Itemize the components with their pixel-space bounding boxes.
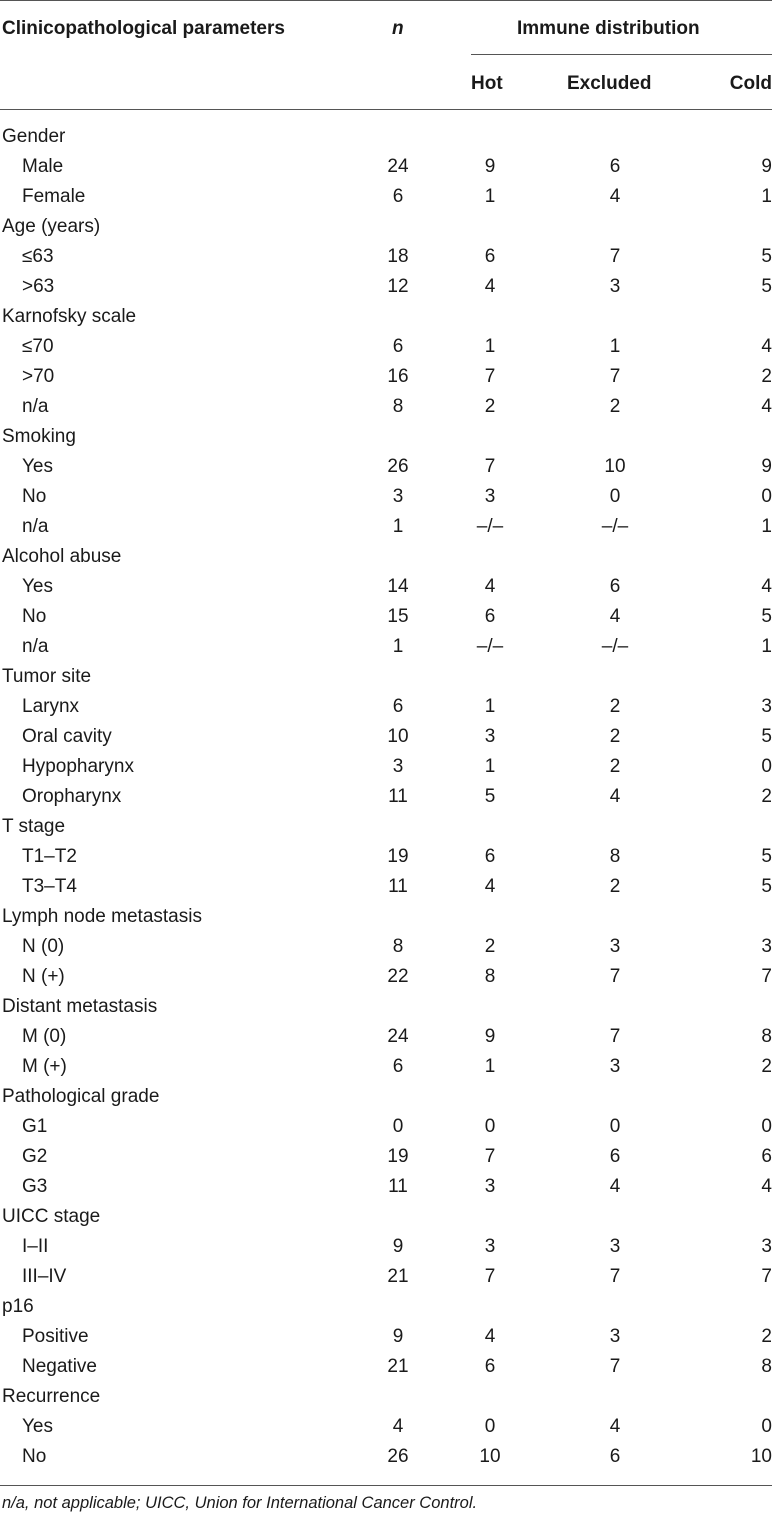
cell-n: 15 (387, 606, 409, 627)
table-row (0, 452, 772, 482)
cell-excluded: 7 (609, 246, 621, 267)
category-row (0, 992, 772, 1022)
cell-n: 26 (387, 1446, 409, 1467)
header-parameters: Clinicopathological parameters (2, 18, 285, 39)
category-label: T stage (2, 816, 66, 837)
category-label: Alcohol abuse (2, 546, 122, 567)
cell-excluded: 4 (609, 186, 621, 207)
category-row (0, 422, 772, 452)
cell-excluded: 7 (609, 966, 621, 987)
cell-n: 16 (387, 366, 409, 387)
cell-hot: 3 (484, 1236, 496, 1257)
table-row (0, 962, 772, 992)
cell-n: 26 (387, 456, 409, 477)
cell-cold: 8 (761, 1026, 772, 1047)
table-row (0, 362, 772, 392)
cell-cold: 5 (761, 876, 772, 897)
cell-hot: 0 (484, 1416, 496, 1437)
category-label: Gender (2, 126, 66, 147)
row-label: Oropharynx (22, 786, 122, 807)
table-row (0, 512, 772, 542)
cell-n: 1 (392, 636, 404, 657)
header-excluded: Excluded (567, 73, 652, 94)
header-hot: Hot (471, 73, 503, 94)
table-row (0, 1412, 772, 1442)
category-row (0, 122, 772, 152)
category-row (0, 1082, 772, 1112)
cell-hot: 9 (484, 156, 496, 177)
header-cold: Cold (729, 73, 772, 94)
cell-hot: 0 (484, 1116, 496, 1137)
row-label: Oral cavity (22, 726, 112, 747)
cell-n: 6 (392, 1056, 404, 1077)
category-row (0, 1202, 772, 1232)
cell-n: 14 (387, 576, 409, 597)
top-rule (0, 0, 772, 1)
table-row (0, 1322, 772, 1352)
table-row (0, 782, 772, 812)
cell-excluded: 0 (609, 1116, 621, 1137)
cell-hot: 4 (484, 1326, 496, 1347)
cell-excluded: 6 (609, 576, 621, 597)
cell-hot: 7 (484, 1146, 496, 1167)
table-row (0, 242, 772, 272)
cell-n: 3 (392, 486, 404, 507)
row-label: >63 (22, 276, 55, 297)
cell-n: 8 (392, 396, 404, 417)
category-label: p16 (2, 1296, 34, 1317)
cell-excluded: 4 (609, 606, 621, 627)
table-row (0, 602, 772, 632)
cell-hot: 6 (484, 1356, 496, 1377)
cell-hot: 6 (484, 846, 496, 867)
cell-excluded: 7 (609, 1266, 621, 1287)
category-row (0, 212, 772, 242)
row-label: n/a (22, 516, 49, 537)
cell-hot: 7 (484, 456, 496, 477)
category-row (0, 1292, 772, 1322)
cell-excluded: 2 (609, 396, 621, 417)
row-label: M (+) (22, 1056, 67, 1077)
cell-cold: 1 (761, 636, 772, 657)
table-row (0, 632, 772, 662)
cell-n: 18 (387, 246, 409, 267)
cell-cold: 6 (761, 1146, 772, 1167)
cell-hot: 6 (484, 606, 496, 627)
cell-cold: 0 (761, 1416, 772, 1437)
cell-excluded: 3 (609, 936, 621, 957)
category-row (0, 302, 772, 332)
cell-hot: 1 (484, 756, 496, 777)
cell-hot: 4 (484, 276, 496, 297)
table-row (0, 752, 772, 782)
category-row (0, 542, 772, 572)
table-row (0, 872, 772, 902)
cell-n: 22 (387, 966, 409, 987)
cell-n: 3 (392, 756, 404, 777)
cell-excluded: 6 (609, 1146, 621, 1167)
cell-cold: 4 (761, 576, 772, 597)
table-row (0, 1262, 772, 1292)
cell-excluded: 3 (609, 1056, 621, 1077)
cell-excluded: 8 (609, 846, 621, 867)
row-label: No (22, 606, 47, 627)
cell-excluded: 6 (609, 1446, 621, 1467)
cell-hot: 9 (484, 1026, 496, 1047)
table-footnote: n/a, not applicable; UICC, Union for International Cancer Control. (2, 1494, 478, 1512)
cell-cold: 4 (761, 1176, 772, 1197)
table-row (0, 1052, 772, 1082)
cell-hot: 3 (484, 486, 496, 507)
cell-n: 24 (387, 1026, 409, 1047)
category-row (0, 662, 772, 692)
cell-n: 6 (392, 696, 404, 717)
category-label: Age (years) (2, 216, 101, 237)
cell-n: 10 (387, 726, 409, 747)
table-row (0, 152, 772, 182)
table-row (0, 332, 772, 362)
cell-cold: 2 (761, 366, 772, 387)
table-row (0, 1232, 772, 1262)
cell-cold: 5 (761, 726, 772, 747)
row-label: N (0) (22, 936, 65, 957)
table-row (0, 692, 772, 722)
row-label: G2 (22, 1146, 48, 1167)
cell-excluded: 2 (609, 756, 621, 777)
table-row (0, 1352, 772, 1382)
cell-excluded: 1 (609, 336, 621, 357)
category-row (0, 1382, 772, 1412)
row-label: Yes (22, 576, 53, 597)
table-row (0, 572, 772, 602)
cell-cold: 7 (761, 966, 772, 987)
category-label: Tumor site (2, 666, 92, 687)
row-label: >70 (22, 366, 55, 387)
row-label: Female (22, 186, 86, 207)
cell-excluded: 2 (609, 876, 621, 897)
cell-cold: 5 (761, 606, 772, 627)
cell-n: 6 (392, 336, 404, 357)
cell-cold: 3 (761, 696, 772, 717)
cell-excluded: 4 (609, 786, 621, 807)
category-label: Pathological grade (2, 1086, 160, 1107)
cell-hot: 6 (484, 246, 496, 267)
row-label: Larynx (22, 696, 80, 717)
cell-cold: 3 (761, 1236, 772, 1257)
cell-cold: 5 (761, 276, 772, 297)
category-label: Karnofsky scale (2, 306, 137, 327)
cell-excluded: 3 (609, 1236, 621, 1257)
row-label: ≤70 (22, 336, 54, 357)
category-row (0, 902, 772, 932)
cell-cold: 4 (761, 336, 772, 357)
group-rule (471, 54, 772, 55)
cell-hot: –/– (476, 636, 504, 657)
table-row (0, 1172, 772, 1202)
cell-excluded: 2 (609, 696, 621, 717)
cell-n: 1 (392, 516, 404, 537)
cell-hot: 3 (484, 726, 496, 747)
row-label: I–II (22, 1236, 49, 1257)
cell-n: 21 (387, 1266, 409, 1287)
cell-excluded: 10 (604, 456, 626, 477)
cell-cold: 7 (761, 1266, 772, 1287)
cell-hot: 7 (484, 1266, 496, 1287)
cell-excluded: 7 (609, 366, 621, 387)
cell-cold: 10 (750, 1446, 772, 1467)
cell-n: 12 (387, 276, 409, 297)
cell-excluded: 4 (609, 1416, 621, 1437)
cell-hot: 4 (484, 576, 496, 597)
cell-n: 19 (387, 1146, 409, 1167)
cell-excluded: 7 (609, 1026, 621, 1047)
row-label: Hypopharynx (22, 756, 134, 777)
cell-hot: –/– (476, 516, 504, 537)
row-label: ≤63 (22, 246, 54, 267)
cell-excluded: 4 (609, 1176, 621, 1197)
cell-hot: 2 (484, 396, 496, 417)
cell-cold: 4 (761, 396, 772, 417)
table-row (0, 272, 772, 302)
table-row (0, 1442, 772, 1472)
cell-n: 6 (392, 186, 404, 207)
cell-excluded: 3 (609, 276, 621, 297)
cell-excluded: –/– (601, 636, 629, 657)
cell-hot: 1 (484, 336, 496, 357)
cell-excluded: 6 (609, 156, 621, 177)
row-label: Positive (22, 1326, 89, 1347)
cell-excluded: 7 (609, 1356, 621, 1377)
cell-excluded: –/– (601, 516, 629, 537)
header-bottom-rule (0, 109, 772, 110)
row-label: n/a (22, 636, 49, 657)
cell-hot: 7 (484, 366, 496, 387)
table-row (0, 182, 772, 212)
row-label: No (22, 1446, 47, 1467)
cell-hot: 1 (484, 1056, 496, 1077)
cell-n: 11 (388, 876, 408, 897)
row-label: No (22, 486, 47, 507)
row-label: N (+) (22, 966, 65, 987)
table-row (0, 392, 772, 422)
table-row (0, 722, 772, 752)
cell-cold: 9 (761, 156, 772, 177)
cell-cold: 5 (761, 846, 772, 867)
table-row (0, 932, 772, 962)
cell-hot: 2 (484, 936, 496, 957)
header-n: n (392, 18, 404, 39)
cell-cold: 5 (761, 246, 772, 267)
cell-n: 24 (387, 156, 409, 177)
table-row (0, 1022, 772, 1052)
cell-n: 0 (392, 1116, 404, 1137)
cell-excluded: 2 (609, 726, 621, 747)
row-label: T3–T4 (22, 876, 77, 897)
cell-cold: 1 (761, 186, 772, 207)
table-row (0, 842, 772, 872)
row-label: Yes (22, 456, 53, 477)
cell-cold: 0 (761, 756, 772, 777)
cell-cold: 2 (761, 1326, 772, 1347)
row-label: Male (22, 156, 64, 177)
cell-hot: 4 (484, 876, 496, 897)
cell-hot: 10 (479, 1446, 501, 1467)
row-label: M (0) (22, 1026, 67, 1047)
row-label: Yes (22, 1416, 53, 1437)
category-label: UICC stage (2, 1206, 101, 1227)
cell-cold: 9 (761, 456, 772, 477)
cell-n: 4 (392, 1416, 404, 1437)
row-label: G3 (22, 1176, 48, 1197)
row-label: III–IV (22, 1266, 67, 1287)
cell-excluded: 3 (609, 1326, 621, 1347)
cell-hot: 1 (484, 696, 496, 717)
cell-cold: 1 (761, 516, 772, 537)
cell-n: 21 (387, 1356, 409, 1377)
cell-hot: 1 (484, 186, 496, 207)
cell-hot: 5 (484, 786, 496, 807)
row-label: T1–T2 (22, 846, 77, 867)
row-label: n/a (22, 396, 49, 417)
category-row (0, 812, 772, 842)
cell-n: 9 (392, 1236, 404, 1257)
cell-cold: 2 (761, 786, 772, 807)
category-label: Smoking (2, 426, 76, 447)
table-row (0, 482, 772, 512)
header-immune-distribution: Immune distribution (517, 18, 700, 39)
cell-cold: 0 (761, 486, 772, 507)
row-label: Negative (22, 1356, 97, 1377)
category-label: Lymph node metastasis (2, 906, 202, 927)
row-label: G1 (22, 1116, 48, 1137)
cell-excluded: 0 (609, 486, 621, 507)
cell-n: 19 (387, 846, 409, 867)
cell-cold: 0 (761, 1116, 772, 1137)
cell-n: 11 (388, 786, 408, 807)
cell-n: 11 (388, 1176, 408, 1197)
cell-n: 8 (392, 936, 404, 957)
bottom-rule (0, 1485, 772, 1486)
cell-hot: 3 (484, 1176, 496, 1197)
cell-cold: 2 (761, 1056, 772, 1077)
cell-n: 9 (392, 1326, 404, 1347)
cell-hot: 8 (484, 966, 496, 987)
table-row (0, 1112, 772, 1142)
cell-cold: 3 (761, 936, 772, 957)
category-label: Recurrence (2, 1386, 101, 1407)
table-row (0, 1142, 772, 1172)
cell-cold: 8 (761, 1356, 772, 1377)
category-label: Distant metastasis (2, 996, 158, 1017)
